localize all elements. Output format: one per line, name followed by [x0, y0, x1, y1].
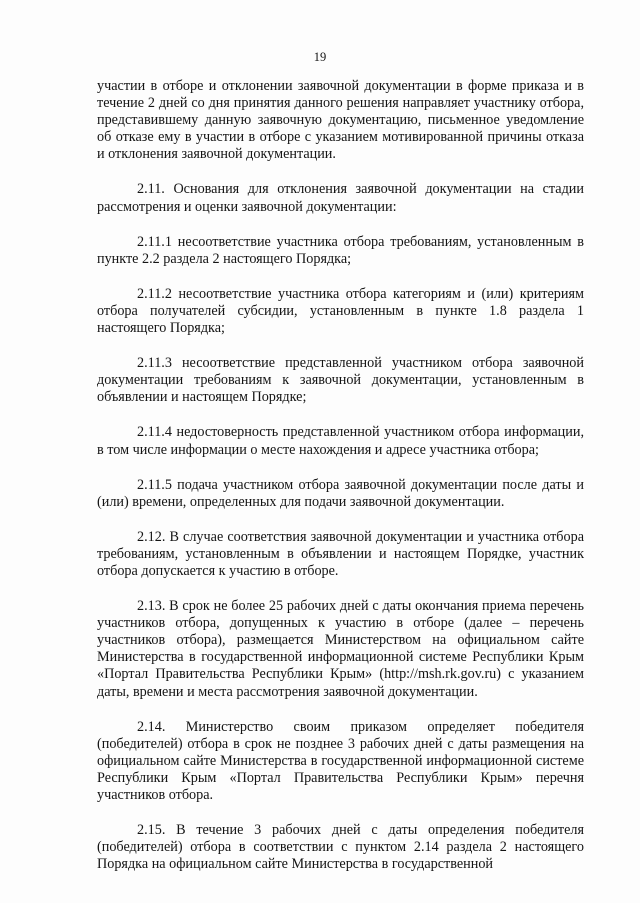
paragraph-continuation: участии в отборе и отклонении заявочной документации в форме приказа и в течение 2 дней со дня принятия данного решения направляет участнику отбора, представившему данную заявочную документацию, письменное уведомление об отказе ему в участии в отборе с указанием мотивированной причины отказа и отклонения заявочной документации. — [97, 78, 584, 163]
paragraph-2-11: 2.11. Основания для отклонения заявочной документации на стадии рассмотрения и оценки заявочной документации: — [97, 181, 584, 215]
paragraph-2-11-1: 2.11.1 несоответствие участника отбора требованиям, установленным в пункте 2.2 раздела 2 настоящего Порядка; — [97, 233, 584, 267]
document-body — [97, 78, 584, 891]
page-number: 19 — [313, 50, 327, 64]
paragraph-2-14: 2.14. Министерство своим приказом определяет победителя (победителей) отбора в срок не позднее 3 рабочих дней с даты размещения на официальном сайте Министерства в государственной информационной системе Республики Крым «Портал Правительства Республики Крым» перечня участников отбора. — [97, 718, 584, 803]
paragraph-2-13: 2.13. В срок не более 25 рабочих дней с даты окончания приема перечень участников отбора, допущенных к участию в отборе (далее – перечень участников отбора), размещается Министерством на официальном сайте Министерства в государственной информационной системе Республики Крым «Портал Правительства Республики Крым» (http://msh.rk.gov.ru) с указанием даты, времени и места рассмотрения заявочной документации. — [97, 598, 584, 700]
paragraph-2-11-4: 2.11.4 недостоверность представленной участником отбора информации, в том числе информации о месте нахождения и адресе участника отбора; — [97, 424, 584, 458]
paragraph-2-12: 2.12. В случае соответствия заявочной документации и участника отбора требованиям, установленным в объявлении и настоящем Порядке, участник отбора допускается к участию в отборе. — [97, 528, 584, 579]
paragraph-2-11-5: 2.11.5 подача участником отбора заявочной документации после даты и (или) времени, определенных для подачи заявочной документации. — [97, 476, 584, 510]
paragraph-2-11-2: 2.11.2 несоответствие участника отбора категориям и (или) критериям отбора получателей субсидии, установленным в пункте 1.8 раздела 1 настоящего Порядка; — [97, 285, 584, 337]
paragraph-2-15: 2.15. В течение 3 рабочих дней с даты определения победителя (победителей) отбора в соответствии с пунктом 2.14 раздела 2 настоящего Порядка на официальном сайте Министерства в государственной — [97, 822, 584, 873]
paragraph-2-11-3: 2.11.3 несоответствие представленной участником отбора заявочной документации требованиям к заявочной документации, установленным в объявлении и настоящем Порядке; — [97, 355, 584, 406]
